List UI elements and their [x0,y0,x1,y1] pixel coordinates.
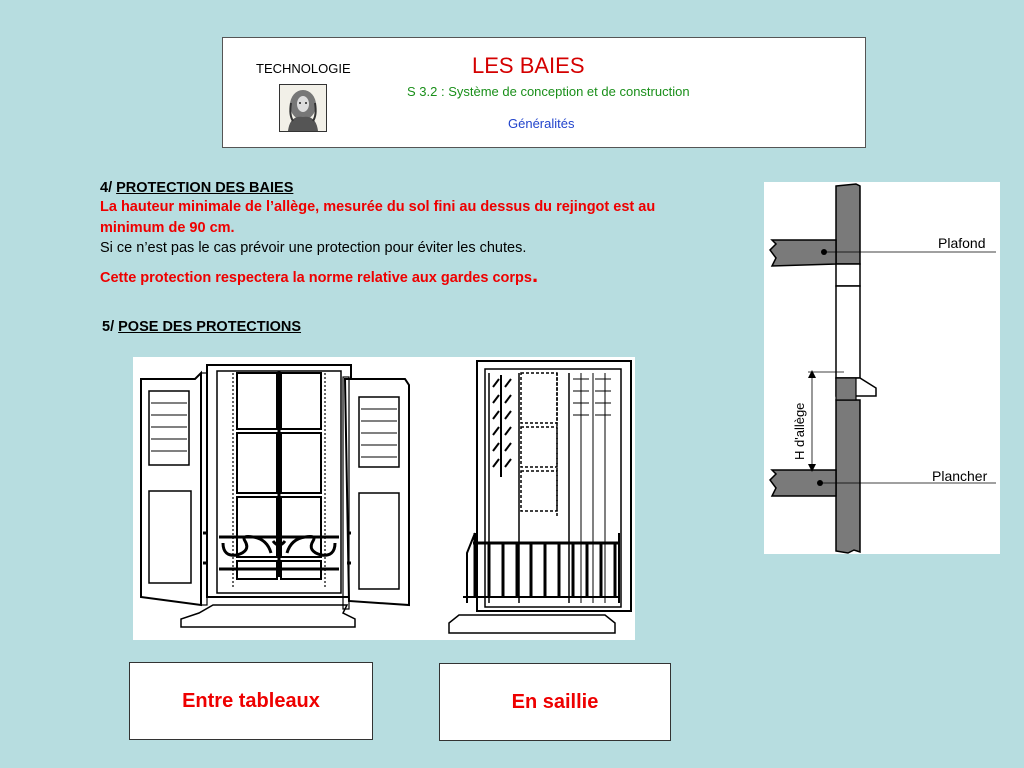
section4-line3: Si ce n’est pas le cas prévoir une protection pour éviter les chutes. [100,240,527,256]
windows-illustration [133,357,635,640]
section5-heading [102,318,301,336]
tech-label: TECHNOLOGIE [256,61,351,76]
floor-label: Plancher [932,468,988,484]
section4-title: PROTECTION DES BAIES [116,180,294,196]
section5-title: POSE DES PROTECTIONS [118,319,302,335]
header-box [222,37,866,148]
ceiling-label: Plafond [938,235,986,251]
window-between-frames [141,365,409,627]
page-title: LES BAIES [472,53,585,78]
section4-number: 4/ [100,180,113,196]
section-label: Généralités [508,116,575,131]
portrait-image [279,84,327,132]
page-subtitle: S 3.2 : Système de conception et de construction [407,84,690,99]
section5-number: 5/ [102,319,115,335]
section4-line4-end: . [531,262,539,287]
window-projecting [449,361,631,633]
section4-heading [100,179,293,197]
section4-line1: La hauteur minimale de l’allège, mesurée du sol fini au dessus du rejingot est au [100,199,656,215]
sill-height-label: H d'allège [792,402,807,460]
between-frames-button[interactable]: Entre tableaux [129,662,373,740]
wall-section-diagram [764,182,1000,554]
section4-line4 [100,262,539,287]
projecting-button[interactable]: En saillie [439,663,671,741]
section4-line2: minimum de 90 cm. [100,220,235,236]
section4-line4-text: Cette protection respectera la norme relative aux gardes corps [100,270,532,286]
